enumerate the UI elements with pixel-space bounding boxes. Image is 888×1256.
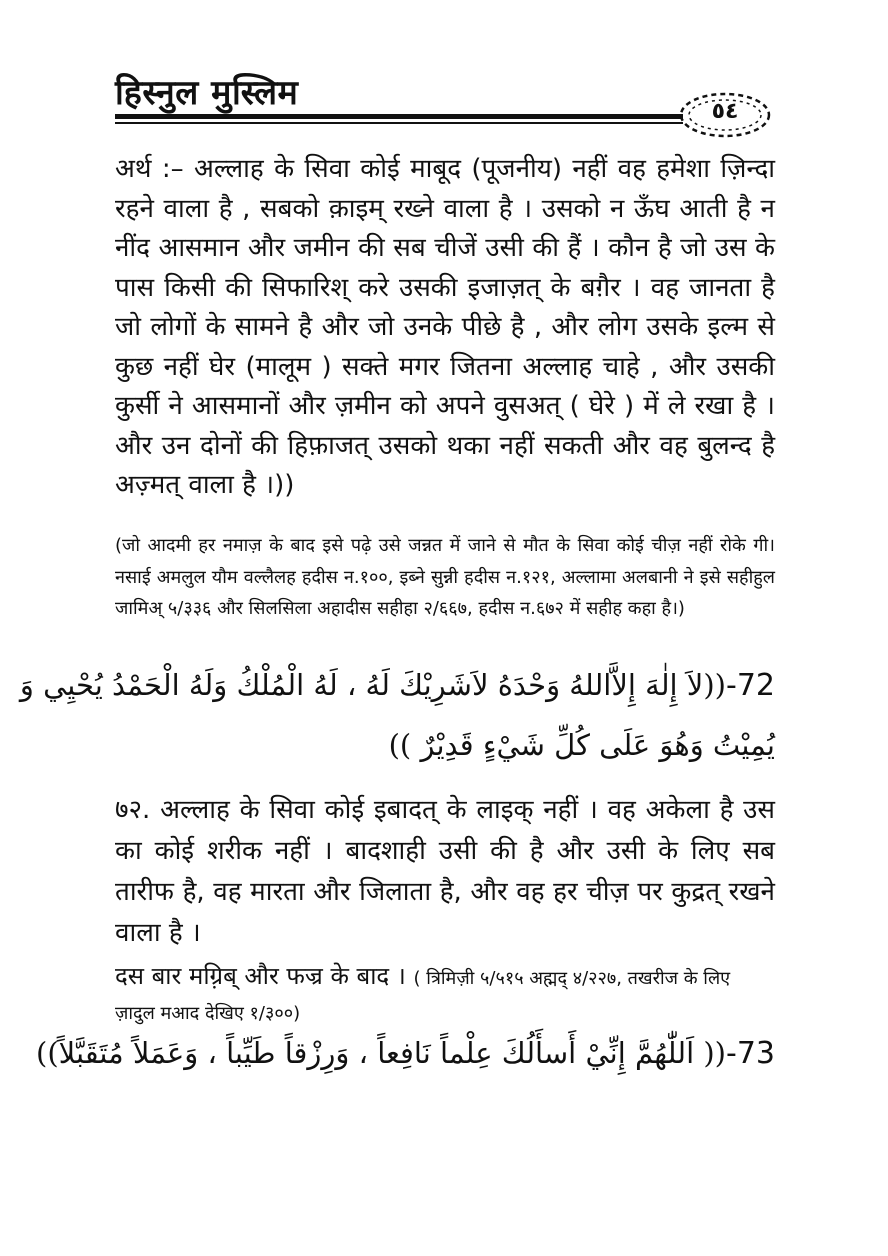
dua-72-instruction — [115, 960, 775, 1030]
dua-72-meaning: ७२. अल्लाह के सिवा कोई इबादत् के लाइक् नहीं । वह अकेला है उस का कोई शरीक नहीं । बादशाही उसी की है और उसी के लिए सब तारीफ है, वह मारता और जिलाता है, और वह हर चीज़ पर कुद्रत् रखने वाला है । — [115, 795, 775, 948]
page-header — [115, 68, 775, 138]
header-rule-thin — [115, 122, 683, 124]
page-number: ٥٤ — [711, 99, 739, 124]
page-number-badge — [677, 90, 773, 140]
dua-72-arabic-text-1: ((لاَ إِلٰهَ إِلاَّاللهُ وَحْدَهُ لاَشَرِيْكَ لَهُ ، لَهُ الْمُلْكُ وَلَهُ الْحَمْدُ يُحْيِي وَ — [19, 668, 726, 702]
ayatul-kursi-meaning: अर्थ :– अल्लाह के सिवा कोई माबूद (पूजनीय) नहीं वह हमेशा ज़िन्दा रहने वाला है , सबको क़ाइम् रख्ने वाला है । उसको न ऊँघ आती है न नींद आसमान और जमीन की सब चीजें उसी की हैं । कौन है जो उस के पास किसी की सिफारिश् करे उसकी इजाज़त् के बग़ैर । वह जानता है जो लोगों के सामने है और जो उनके पीछे है , और लोग उसके इल्म से कुछ नहीं घेर (मालूम ) सक्ते मगर जितना अल्लाह चाहे , और उसकी कुर्सी ने आसमानों और ज़मीन को अपने वुसअत् ( घेरे ) में ले रखा है । और उन दोनों की हिफ़ाजत् उसको थका नहीं सकती और वह बुलन्द है अज़्मत् वाला है ।)) — [115, 154, 775, 500]
dua-72-instruction-text: दस बार मग़्रिब् और फज्र के बाद । — [115, 962, 406, 990]
dua-72-arabic-line1 — [19, 668, 775, 703]
dua-73-number: 73- — [725, 1036, 775, 1071]
book-title: हिस्नुल मुस्लिम — [115, 73, 299, 113]
dua-72-arabic-line2: يُمِيْتُ وَهُوَ عَلَى كُلِّ شَيْءٍ قَدِيْرٌ )) — [388, 728, 775, 762]
dua-72-number: 72- — [725, 668, 775, 703]
dua-73-arabic-text: (( اَللّٰهُمَّ إِنِّيْ أَسأَلُكَ عِلْماً نَافِعاً ، وَرِزْقاً طَيِّباً ، وَعَمَلاً مُتَقَبَّلاً)) — [36, 1036, 726, 1070]
dua-72-reference: ( त्रिमिज़ी ५/५१५ अह्मद् ४/२२७, तखरीज के लिए ज़ादुल मआद देखिए १/३००) — [115, 968, 731, 1024]
dua-73-arabic — [36, 1036, 775, 1071]
header-rule-thick — [115, 114, 683, 119]
virtue-note: (जो आदमी हर नमाज़ के बाद इसे पढ़े उसे जन्नत में जाने से मौत के सिवा कोई चीज़ नहीं रोके गी। नसाई अमलुल यौम वल्लैलह हदीस न.१००, इब्ने सुन्नी हदीस न.१२१, अल्लामा अलबानी ने इसे सहीहुल जामिअ् ५/३३६ और सिलसिला अहादीस सहीहा २/६६७, हदीस न.६७२ में सहीह कहा है।) — [115, 535, 775, 619]
